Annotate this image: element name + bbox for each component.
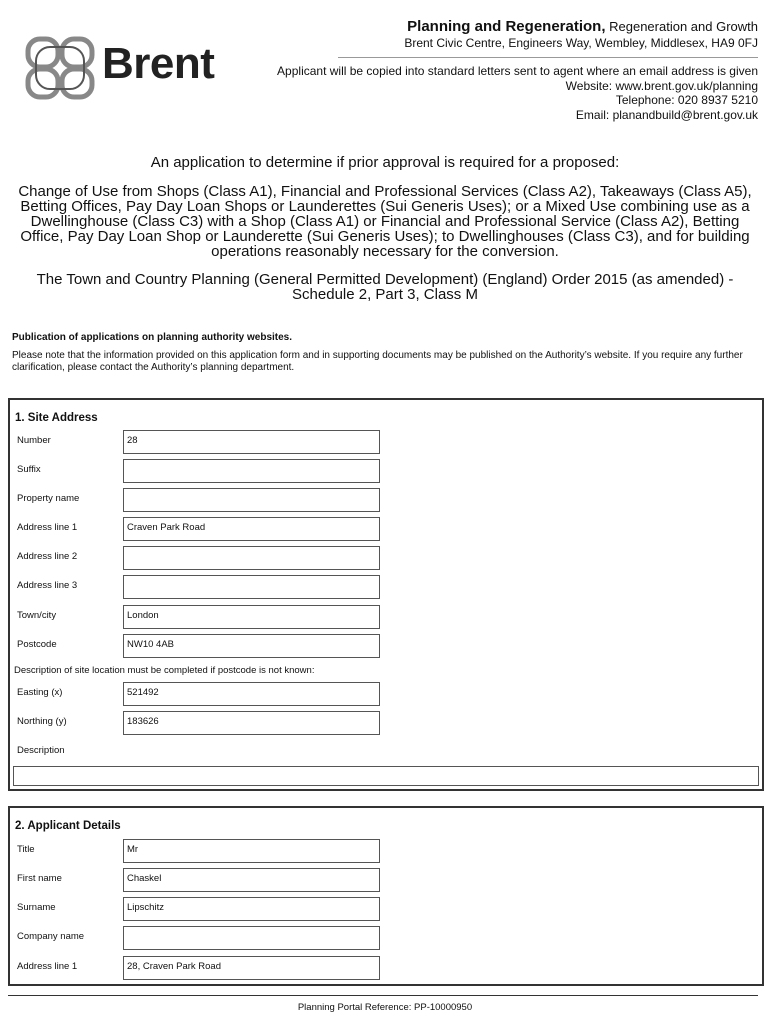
field-row xyxy=(15,711,385,735)
property-name-input[interactable] xyxy=(123,488,380,512)
office-address: Brent Civic Centre, Engineers Way, Wembley, Middlesex, HA9 0FJ xyxy=(404,36,758,50)
location-note: Description of site location must be completed if postcode is not known: xyxy=(14,665,315,676)
number-input[interactable]: 28 xyxy=(123,430,380,454)
header-divider xyxy=(338,57,758,58)
field-row xyxy=(15,488,385,512)
field-label: Town/city xyxy=(17,610,57,621)
email-line: Email: planandbuild@brent.gov.uk xyxy=(575,107,758,122)
postcode-input[interactable]: NW10 4AB xyxy=(123,634,380,658)
field-row xyxy=(15,605,385,629)
field-label: Address line 3 xyxy=(17,580,78,591)
title-input[interactable]: Mr xyxy=(123,839,380,863)
field-label: Northing (y) xyxy=(17,716,67,727)
section-title: 1. Site Address xyxy=(15,412,98,424)
field-label: Number xyxy=(17,435,51,446)
field-label: First name xyxy=(17,873,62,884)
first-name-input[interactable]: Chaskel xyxy=(123,868,380,892)
description-input[interactable] xyxy=(13,766,759,786)
field-label: Easting (x) xyxy=(17,687,63,698)
field-row xyxy=(15,517,385,541)
portal-reference: Planning Portal Reference: PP-10000950 xyxy=(297,1002,473,1013)
applicant-details-section xyxy=(8,806,764,986)
field-row xyxy=(15,926,385,950)
field-row xyxy=(15,575,385,599)
field-label: Title xyxy=(17,844,35,855)
brand-name: Brent xyxy=(102,39,215,88)
field-row xyxy=(15,897,385,921)
brent-logo xyxy=(24,35,214,101)
contact-details xyxy=(277,64,758,122)
copy-note: Applicant will be copied into standard letters sent to agent where an email address is given xyxy=(277,64,758,78)
description-label: Description xyxy=(17,745,65,756)
applicant-address-line-1-input[interactable]: 28, Craven Park Road xyxy=(123,956,380,980)
field-label: Postcode xyxy=(17,639,57,650)
department-name: Planning and Regeneration, xyxy=(407,18,606,35)
footer-divider xyxy=(8,995,758,996)
field-label: Address line 2 xyxy=(17,551,78,562)
field-label: Suffix xyxy=(17,464,41,475)
address-line-2-input[interactable] xyxy=(123,546,380,570)
field-row xyxy=(15,430,385,454)
field-row xyxy=(15,956,385,980)
brent-interlocking-logo-icon xyxy=(24,35,96,101)
company-name-input[interactable] xyxy=(123,926,380,950)
easting-input[interactable]: 521492 xyxy=(123,682,380,706)
field-row xyxy=(15,868,385,892)
publication-title: Publication of applications on planning authority websites. xyxy=(12,332,293,343)
northing-input[interactable]: 183626 xyxy=(123,711,380,735)
website-line: Website: www.brent.gov.uk/planning xyxy=(565,78,758,93)
field-label: Surname xyxy=(17,902,56,913)
suffix-input[interactable] xyxy=(123,459,380,483)
field-row xyxy=(15,546,385,570)
intro-description: Change of Use from Shops (Class A1), Financial and Professional Services (Class A2), Takeaways (Class A5), Betting Offices, Pay Day Loan Shops or Launderettes (Sui Generis Uses); or a Mixed Use combining use as a Dwellinghouse (Class C3) with a Shop (Class A1) or Financial and Professional Service (Class A2), Betting Office, Pay Day Loan Shop or Launderette (Sui Generis Uses); to Dwellinghouses (Class C3), and for building operations reasonably necessary for the conversion. xyxy=(18,183,752,260)
field-row xyxy=(15,459,385,483)
surname-input[interactable]: Lipschitz xyxy=(123,897,380,921)
site-address-section xyxy=(8,398,764,791)
intro-heading: An application to determine if prior approval is required for a proposed: xyxy=(150,154,620,171)
contact-header xyxy=(404,18,758,52)
field-row xyxy=(15,839,385,863)
telephone-line: Telephone: 020 8937 5210 xyxy=(615,93,758,107)
address-line-3-input[interactable] xyxy=(123,575,380,599)
field-label: Company name xyxy=(17,931,85,942)
field-label: Address line 1 xyxy=(17,522,78,533)
field-row xyxy=(15,634,385,658)
address-line-1-input[interactable]: Craven Park Road xyxy=(123,517,380,541)
legislation-order: The Town and Country Planning (General Permitted Development) (England) Order 2015 (as amended) - Schedule 2, Part 3, Class M xyxy=(36,271,734,303)
application-intro xyxy=(12,155,758,302)
publication-text: Please note that the information provided on this application form and in supporting documents may be published on the Authority’s website. If you require any further clarification, please contact the Authority’s planning department. xyxy=(12,350,743,373)
department-sub: Regeneration and Growth xyxy=(609,19,758,34)
field-label: Property name xyxy=(17,493,80,504)
section-title: 2. Applicant Details xyxy=(15,820,121,832)
town-city-input[interactable]: London xyxy=(123,605,380,629)
field-row xyxy=(15,682,385,706)
field-label: Address line 1 xyxy=(17,961,78,972)
